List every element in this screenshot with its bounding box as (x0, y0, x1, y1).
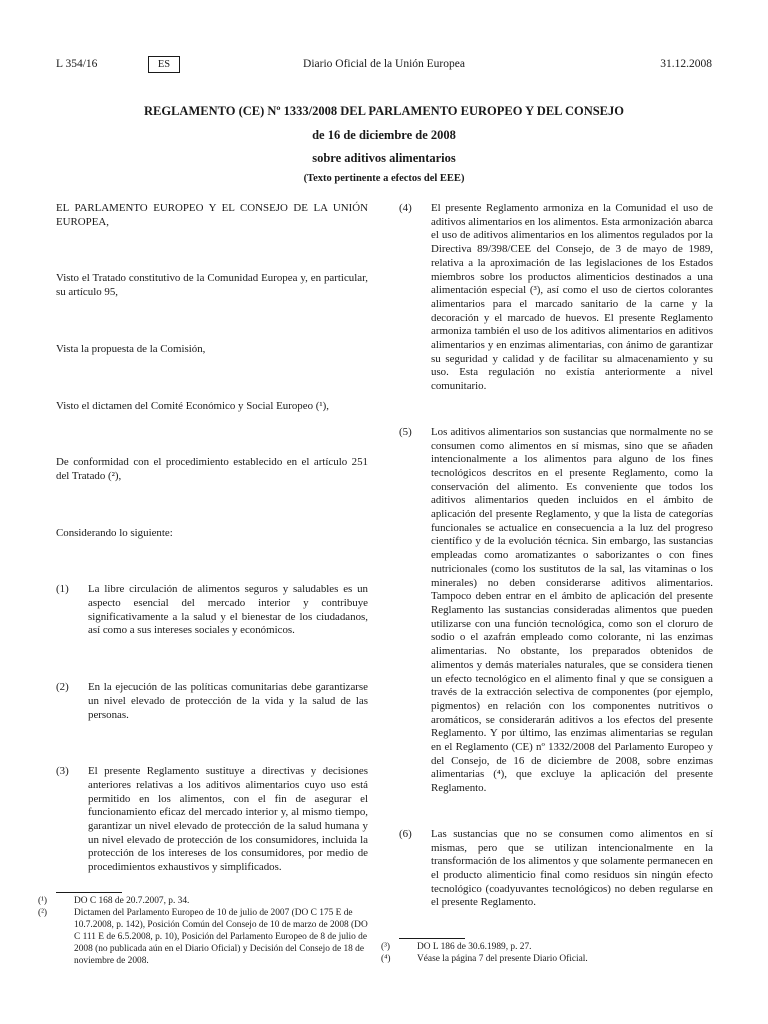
recital-number: (2) (56, 681, 69, 694)
footnote-text: DO L 186 de 30.6.1989, p. 27. (417, 942, 532, 952)
footnote-text: Véase la página 7 del presente Diario Oficial. (417, 953, 588, 964)
preamble-heading: EL PARLAMENTO EUROPEO Y EL CONSEJO DE LA UNIÓN EUROPEA, (56, 202, 368, 228)
journal-title: Diario Oficial de la Unión Europea (303, 58, 465, 70)
recital-2 (56, 681, 368, 722)
preamble-procedure: De conformidad con el procedimiento establecido en el artículo 251 del Tratado (²), (56, 456, 368, 482)
recital-text: El presente Reglamento armoniza en la Comunidad el uso de aditivos alimentarios en los alimentos. Esta armonización abarca el uso de aditivos alimentarios en los alimentos regulados por la Directiva 89/398/CEE del Consejo, de 3 de mayo de 1989, relativa a la aproximación de las legislaciones de los Estados miembros sobre los productos alimenticios destinados a una alimentación especial (³), así como el uso de ciertos colorantes alimentarios para el marcado sanitario de la carne y la decoración y el marcado de huevos. El presente Reglamento armoniza también el uso de los aditivos alimentarios en aditivos alimentarios y en enzimas alimentarias, con ánimo de garantizar su seguridad y calidad y de facilitar su almacenamiento y su uso. Esta regulación no existía anteriormente a nivel comunitario. (431, 202, 713, 393)
footnotes-left (38, 896, 368, 967)
recital-4 (399, 202, 713, 394)
footnote-text: DO C 168 de 20.7.2007, p. 34. (74, 896, 190, 906)
recital-text: En la ejecución de las políticas comunitarias debe garantizarse un nivel elevado de protección de la vida y la salud de las personas. (88, 681, 368, 721)
publication-date: 31.12.2008 (660, 58, 712, 70)
recital-number: (6) (399, 827, 412, 840)
footnote-marker: (²) (38, 907, 48, 918)
footnote-2 (38, 907, 368, 968)
recital-3 (56, 765, 368, 875)
recital-number: (1) (56, 583, 69, 596)
recital-number: (5) (399, 425, 412, 438)
right-column (399, 202, 713, 910)
recital-number: (4) (399, 202, 412, 214)
footnote-separator-left (56, 892, 122, 893)
regulation-date: de 16 de diciembre de 2008 (312, 128, 456, 142)
regulation-title-block (56, 104, 712, 184)
footnote-3 (381, 942, 713, 954)
recital-text: El presente Reglamento sustituye a directivas y decisiones anteriores relativas a los aditivos alimentarios cuyo uso está permitido en los alimentos, con el fin de asegurar el funcionamiento eficaz del mercado interior y, al mismo tiempo, garantizar un nivel elevado de protección de la salud humana y un nivel elevado de protección de los consumidores, incluida la protección de los intereses de los consumidores, por medio de procedimientos exhaustivos y simplificados. (88, 765, 368, 874)
regulation-title: REGLAMENTO (CE) Nº 1333/2008 DEL PARLAMENTO EUROPEO Y DEL CONSEJO (144, 104, 624, 118)
footnote-marker: (⁴) (381, 953, 391, 964)
footnote-marker: (¹) (38, 896, 48, 906)
preamble-whereas: Considerando lo siguiente: (56, 526, 173, 539)
recital-5 (399, 426, 713, 796)
page-reference: L 354/16 (56, 58, 98, 70)
language-badge: ES (148, 56, 180, 73)
footnote-marker: (³) (381, 942, 391, 952)
recital-text: Las sustancias que no se consumen como alimentos en sí mismas, pero que se utilizan intencionalmente en la transformación de los alimentos y que solamente permanecen en el producto alimenticio final como residuos sin ningún efecto tecnológico (coadyuvantes tecnológicos) no deben regularse en el presente Reglamento. (431, 827, 713, 909)
regulation-subject: sobre aditivos alimentarios (312, 151, 456, 165)
footnote-1 (38, 896, 368, 908)
recital-1 (56, 583, 368, 638)
preamble-proposal: Vista la propuesta de la Comisión, (56, 342, 206, 355)
eea-relevance-note: (Texto pertinente a efectos del EEE) (303, 173, 465, 184)
page-header (56, 58, 712, 76)
footnote-text: Dictamen del Parlamento Europeo de 10 de julio de 2007 (DO C 175 E de 10.7.2008, p. 142), Posición Común del Consejo de 10 de marzo de 2008 (DO C 111 E de 6.5.2008, p. 10), Posición del Parlamento Europeo de 8 de julio de 2008 (no publicada aún en el Diario Oficial) y Decisión del Consejo de 18 de noviembre de 2008. (74, 907, 368, 966)
footnotes-right (381, 942, 713, 966)
recital-text: Los aditivos alimentarios son sustancias que normalmente no se consumen como alimentos en sí mismas, sino que se añaden intencionalmente a los alimentos para alguno de los fines tecnológicos descritos en el presente Reglamento, como la conservación del alimento. Es conveniente que todos los aditivos alimentarios queden incluidos en el ámbito de aplicación del presente Reglamento, y que la lista de categorías funcionales se actualice en consecuencia a la luz del progreso científico y de la evolución técnica. Sin embargo, las sustancias empleadas como aromatizantes o saborizantes o con fines nutricionales (como los sustitutos de la sal, las vitaminas o los minerales) no deben considerarse aditivos alimentarios. Tampoco deben entrar en el ámbito de aplicación del presente Reglamento las sustancias consideradas alimentos que pueden utilizarse con una función tecnológica, como son el cloruro de sodio o el azafrán empleado como colorante, ni las enzimas alimentarias. No obstante, los preparados obtenidos de alimentos y demás materiales naturales, que se considera tienen un efecto tecnológico en el alimento final y que se consiguen a través de la extracción selectiva de componentes (por ejemplo, pigmentos) en relación con los componentes nutritivos o aromáticos, se considerarán aditivos a los efectos del presente Reglamento. Y por último, las enzimas alimentarias se regulan en el Reglamento (CE) nº 1332/2008 del Parlamento Europeo y del Consejo, de 16 de diciembre de 2008, sobre enzimas alimentarias (⁴), que excluye la aplicación del presente Reglamento. (431, 425, 713, 795)
recital-number: (3) (56, 765, 69, 778)
preamble-treaty: Visto el Tratado constitutivo de la Comunidad Europea y, en particular, su artículo 95, (56, 272, 368, 299)
footnote-separator-right (399, 938, 465, 939)
preamble-opinion: Visto el dictamen del Comité Económico y Social Europeo (¹), (56, 399, 329, 412)
recital-6 (399, 828, 713, 910)
recital-text: La libre circulación de alimentos seguros y saludables es un aspecto esencial del mercado interior y contribuye significativamente a la salud y el bienestar de los ciudadanos, así como a sus intereses sociales y económicos. (88, 583, 368, 637)
footnote-4 (381, 953, 713, 966)
left-column (56, 202, 368, 875)
